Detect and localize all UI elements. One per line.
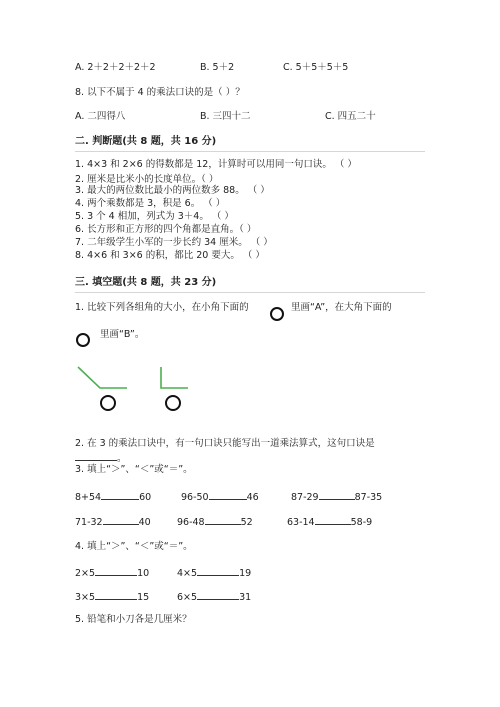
compare-left: 87-29 (291, 492, 319, 503)
answer-blank[interactable] (197, 566, 239, 576)
judge-item-6: 6. 长方形和正方形的四个角都是直角。（ ） (75, 224, 257, 235)
compare-item (291, 490, 382, 504)
compare-item (75, 490, 151, 504)
judge-item-8: 8. 4×6 和 3×6 的积，都比 20 要大。 （ ） (75, 250, 265, 261)
section3-title: 三. 填空题(共 8 题，共 23 分) (75, 277, 217, 288)
compare-right: 15 (137, 592, 150, 603)
compare-item (177, 590, 251, 604)
fill-q3-title: 3. 填上“＞”、“＜”或“＝”。 (75, 464, 193, 475)
compare-left: 96-48 (177, 517, 205, 528)
fill-q4-title: 4. 填上“＞”、“＜”或“＝”。 (75, 541, 193, 552)
judge-item-5: 5. 3 个 4 相加，列式为 3＋4。 （ ） (75, 211, 234, 222)
q8-option-a: A. 二四得八 (75, 111, 126, 122)
compare-right: 10 (137, 568, 150, 579)
compare-left: 3×5 (75, 592, 96, 603)
fill-q1-text-part1: 1. 比较下列各组角的大小，在小角下面的 (75, 302, 249, 313)
section2-title: 二. 判断题(共 8 题，共 16 分) (75, 136, 217, 147)
fill-q1-text-part3: 里画“B”。 (100, 329, 145, 340)
right-angle-figure (161, 367, 188, 388)
answer-circle[interactable] (76, 333, 90, 347)
answer-blank[interactable] (95, 590, 137, 600)
answer-blank[interactable] (95, 566, 137, 576)
compare-right: 58-9 (350, 517, 373, 528)
compare-left: 4×5 (177, 568, 198, 579)
q7-option-c: C. 5＋5＋5＋5 (283, 62, 349, 73)
compare-left: 71-32 (75, 517, 103, 528)
q8-stem: 8. 以下不属于 4 的乘法口诀的是（ ）？ (75, 87, 245, 98)
fill-q2-text: 2. 在 3 的乘法口诀中，有一句口诀只能写出一道乘法算式，这句口诀是 (75, 438, 375, 449)
compare-item (75, 590, 149, 604)
q8-option-c: C. 四五二十 (325, 111, 376, 122)
compare-right: 31 (239, 592, 252, 603)
compare-left: 8+54 (75, 492, 102, 503)
compare-item (75, 515, 151, 529)
answer-blank[interactable] (315, 515, 351, 525)
answer-blank[interactable] (197, 590, 239, 600)
answer-circle (101, 396, 115, 410)
judge-item-3: 3. 最大的两位数比最小的两位数多 88。 （ ） (75, 185, 270, 196)
judge-item-2: 2. 厘米是比米小的长度单位。（ ） (75, 174, 219, 185)
compare-item (75, 566, 149, 580)
compare-right: 19 (239, 568, 252, 579)
answer-circle[interactable] (270, 307, 284, 321)
compare-right: 60 (139, 492, 152, 503)
judge-item-4: 4. 两个乘数都是 3，积是 6。 （ ） (75, 198, 226, 209)
obtuse-angle-figure (78, 367, 127, 388)
fill-q2-end: 。 (117, 453, 127, 464)
section3-divider (75, 292, 425, 293)
section2-divider (75, 151, 425, 152)
compare-right: 40 (138, 517, 151, 528)
answer-blank[interactable] (75, 451, 117, 461)
compare-left: 96-50 (181, 492, 209, 503)
compare-right: 87-35 (354, 492, 383, 503)
fill-q1-text-part2: 里画“A”，在大角下面的 (291, 302, 392, 313)
judge-item-1: 1. 4×3 和 2×6 的得数都是 12，计算时可以用同一句口诀。 （ ） (75, 159, 357, 170)
compare-item (177, 515, 253, 529)
compare-right: 52 (240, 517, 253, 528)
answer-blank[interactable] (103, 515, 139, 525)
compare-item (177, 566, 251, 580)
judge-item-7: 7. 二年级学生小军的一步长约 34 厘米。 （ ） (75, 237, 273, 248)
compare-item (181, 490, 259, 504)
q7-option-a: A. 2＋2＋2＋2＋2 (75, 62, 156, 73)
compare-right: 46 (246, 492, 259, 503)
angle-figures-2 (155, 360, 215, 420)
q8-option-b: B. 三四十二 (200, 111, 251, 122)
compare-item (287, 515, 372, 529)
answer-blank[interactable] (209, 490, 247, 500)
answer-blank[interactable] (319, 490, 355, 500)
answer-blank[interactable] (205, 515, 241, 525)
fill-q2-answer-line (75, 451, 127, 465)
q7-option-b: B. 5＋2 (200, 62, 235, 73)
answer-circle (166, 396, 180, 410)
compare-left: 2×5 (75, 568, 96, 579)
fill-q5-title: 5. 铅笔和小刀各是几厘米？ (75, 614, 192, 625)
answer-blank[interactable] (101, 490, 139, 500)
compare-left: 6×5 (177, 592, 198, 603)
compare-left: 63-14 (287, 517, 315, 528)
